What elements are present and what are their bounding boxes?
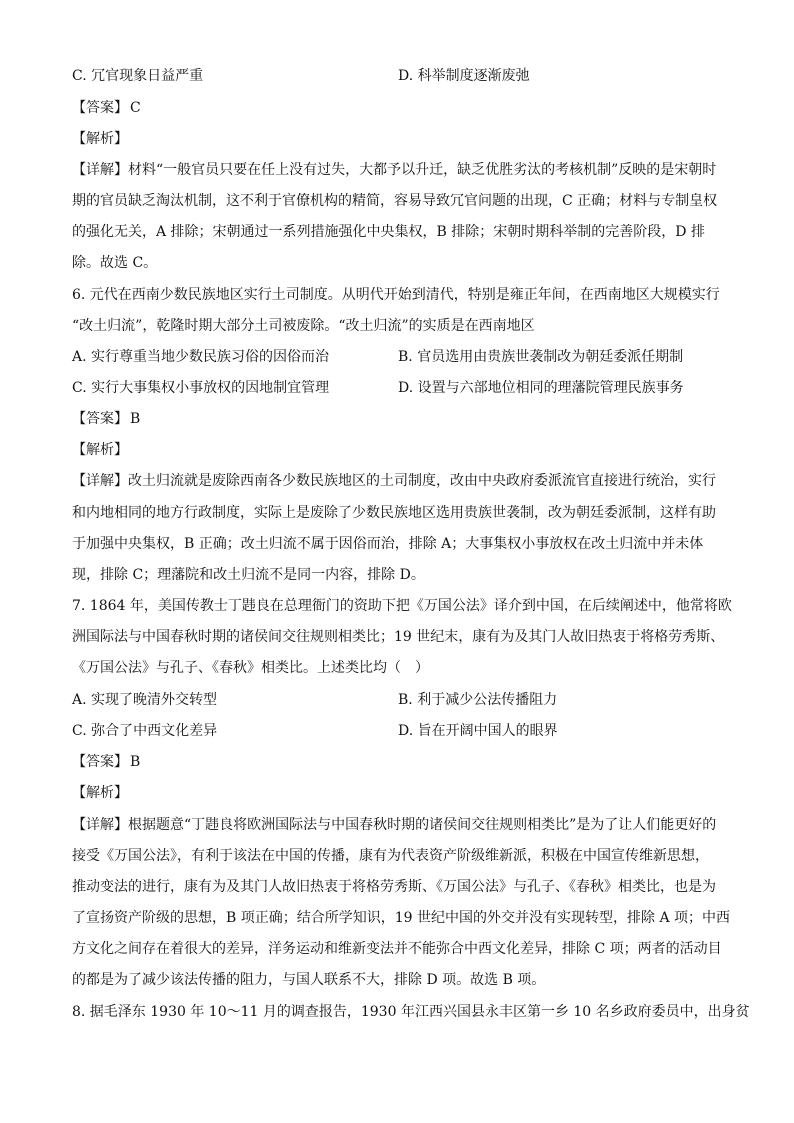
q6-option-c: C. 实行大事集权小事放权的因地制宜管理 bbox=[72, 380, 330, 396]
q5-option-c: C. 冗官现象日益严重 bbox=[72, 68, 204, 84]
q6-answer bbox=[72, 408, 724, 430]
answer-label: 【答案】 bbox=[72, 100, 128, 116]
q7-stem-line: 洲国际法与中国春秋时期的诸侯间交往规则相类比；19 世纪末，康有为及其门人故旧热衷于将格劳秀斯、 bbox=[72, 629, 725, 645]
q7-option-d: D. 旨在开阔中国人的眼界 bbox=[398, 723, 558, 739]
q5-analysis-label: 【解析】 bbox=[72, 131, 128, 147]
q7-detail-line: 【详解】根据题意“丁韪良将欧洲国际法与中国春秋时期的诸侯间交往规则相类比”是为了让人们能更好的 bbox=[72, 817, 717, 833]
q7-option-a: A. 实现了晚清外交转型 bbox=[72, 692, 218, 708]
q6-option-b: B. 官员选用由贵族世袭制改为朝廷委派任期制 bbox=[398, 349, 684, 365]
q6-detail-line: 【详解】改土归流就是废除西南各少数民族地区的土司制度，改由中央政府委派流官直接进行统治，实行 bbox=[72, 473, 716, 489]
q7-detail-line: 推动变法的进行，康有为及其门人故旧热衷于将格劳秀斯、《万国公法》与孔子、《春秋》相类比，也是为 bbox=[72, 879, 716, 895]
q6-option-d: D. 设置与六部地位相同的理藩院管理民族事务 bbox=[398, 380, 684, 396]
q6-detail-line: 现，排除 C；理藩院和改土归流不是同一内容，排除 D。 bbox=[72, 567, 425, 583]
q7-detail-line: 的都是为了减少该法传播的阻力，与国人联系不大，排除 D 项。故选 B 项。 bbox=[72, 972, 546, 988]
q7-analysis-label: 【解析】 bbox=[72, 785, 128, 801]
answer-label: 【答案】 bbox=[72, 754, 128, 770]
q6-stem-line: 6. 元代在西南少数民族地区实行土司制度。从明代开始到清代，特别是雍正年间，在西南地区大规模实行 bbox=[72, 287, 720, 303]
q7-option-c: C. 弥合了中西文化差异 bbox=[72, 723, 218, 739]
q5-detail-line: 【详解】材料“一般官员只要在任上没有过失，大都予以升迁，缺乏优胜劣汰的考核机制”反映的是宋朝时 bbox=[72, 162, 717, 178]
q6-detail-line: 和内地相同的地方行政制度，实际上是废除了少数民族地区选用贵族世袭制，改为朝廷委派制，这样有助 bbox=[72, 505, 716, 521]
q6-detail-line: 于加强中央集权，B 正确；改土归流不属于因俗而治，排除 A；大事集权小事放权在改土归流中并未体 bbox=[72, 536, 704, 552]
answer-value: C bbox=[130, 100, 141, 116]
q5-answer bbox=[72, 97, 724, 119]
q5-option-d: D. 科举制度逐渐废弛 bbox=[398, 68, 530, 84]
q7-answer bbox=[72, 751, 724, 773]
answer-value: B bbox=[130, 411, 141, 427]
q5-detail-line: 期的官员缺乏淘汰机制，这不利于官僚机构的精简，容易导致冗官问题的出现，C 正确；材料与专制皇权 bbox=[72, 193, 718, 209]
q6-stem-line: “改土归流”，乾隆时期大部分土司被废除。“改土归流”的实质是在西南地区 bbox=[72, 318, 535, 334]
q7-stem-line: 7. 1864 年，美国传教士丁韪良在总理衙门的资助下把《万国公法》译介到中国，在后续阐述中，他常将欧 bbox=[72, 598, 732, 614]
q8-stem-line: 8. 据毛泽东 1930 年 10～11 月的调查报告，1930 年江西兴国县永丰区第一乡 10 名乡政府委员中，出身贫 bbox=[72, 1004, 750, 1020]
q5-detail-line: 除。故选 C。 bbox=[72, 255, 158, 271]
q6-analysis-label: 【解析】 bbox=[72, 442, 128, 458]
q7-detail-line: 了宣扬资产阶级的思想，B 项正确；结合所学知识，19 世纪中国的外交并没有实现转型，排除 A 项；中西 bbox=[72, 910, 731, 926]
q7-detail-line: 方文化之间存在着很大的差异，洋务运动和维新变法并不能弥合中西文化差异，排除 C 项；两者的活动目 bbox=[72, 941, 722, 957]
q7-option-b: B. 利于减少公法传播阻力 bbox=[398, 692, 558, 708]
answer-label: 【答案】 bbox=[72, 411, 128, 427]
q7-stem-line: 《万国公法》与孔子、《春秋》相类比。上述类比均（ ） bbox=[72, 660, 429, 676]
answer-value: B bbox=[130, 754, 141, 770]
q7-detail-line: 接受《万国公法》，有利于该法在中国的传播，康有为代表资产阶级维新派，积极在中国宣传维新思想， bbox=[72, 848, 709, 864]
q5-detail-line: 的强化无关，A 排除；宋朝通过一系列措施强化中央集权，B 排除；宋朝时期科举制的完善阶段，D 排 bbox=[72, 224, 705, 240]
q6-option-a: A. 实行尊重当地少数民族习俗的因俗而治 bbox=[72, 349, 330, 365]
